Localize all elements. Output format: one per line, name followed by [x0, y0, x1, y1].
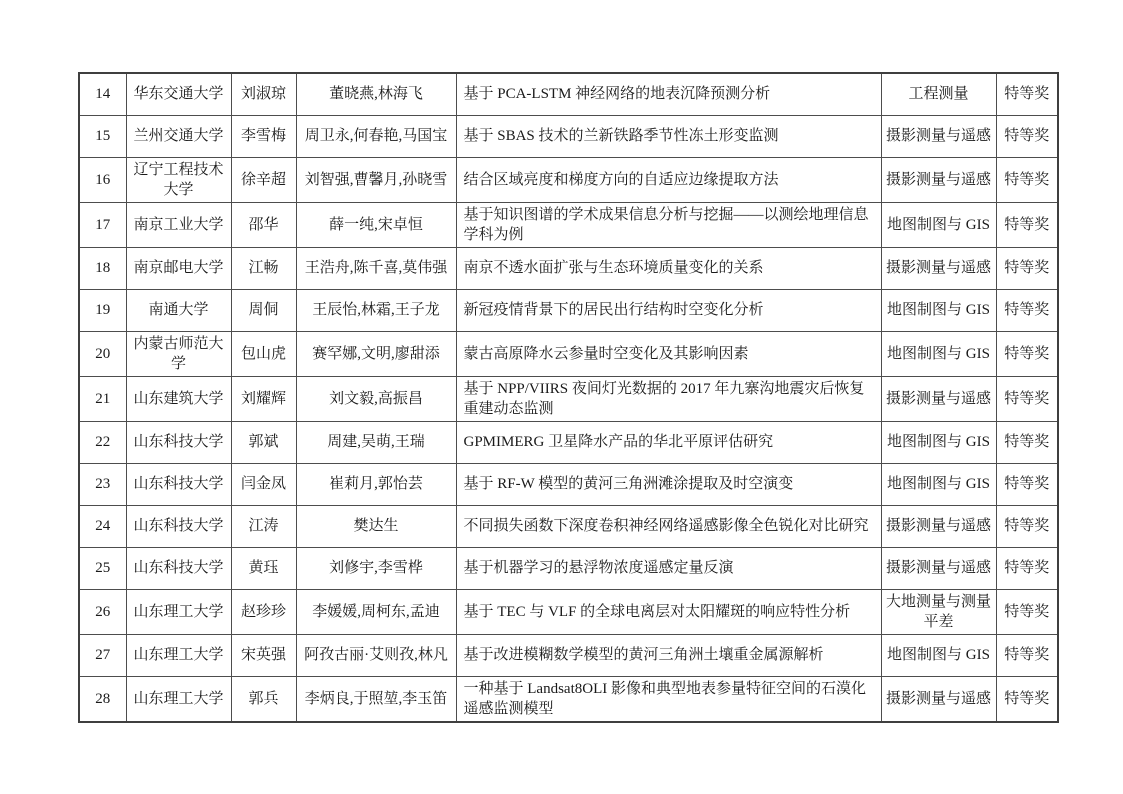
team-members-cell: 阿孜古丽·艾则孜,林凡	[296, 634, 456, 676]
category-cell: 摄影测量与遥感	[881, 247, 996, 289]
table-row	[79, 115, 1058, 157]
category-cell: 摄影测量与遥感	[881, 115, 996, 157]
university-cell: 山东理工大学	[126, 676, 231, 722]
category-cell: 地图制图与 GIS	[881, 634, 996, 676]
leader-name-cell: 徐辛超	[231, 157, 296, 202]
project-title-cell: 结合区域亮度和梯度方向的自适应边缘提取方法	[456, 157, 881, 202]
leader-name-cell: 李雪梅	[231, 115, 296, 157]
leader-name-cell: 黄珏	[231, 547, 296, 589]
university-cell: 山东理工大学	[126, 589, 231, 634]
row-number-cell: 18	[79, 247, 126, 289]
team-members-cell: 樊达生	[296, 505, 456, 547]
project-title-cell: 基于 SBAS 技术的兰新铁路季节性冻土形变监测	[456, 115, 881, 157]
leader-name-cell: 闫金凤	[231, 463, 296, 505]
table-row	[79, 247, 1058, 289]
university-cell: 山东理工大学	[126, 634, 231, 676]
project-title-cell: 基于 RF-W 模型的黄河三角洲滩涂提取及时空演变	[456, 463, 881, 505]
category-cell: 摄影测量与遥感	[881, 547, 996, 589]
award-cell: 特等奖	[996, 289, 1058, 331]
award-cell: 特等奖	[996, 202, 1058, 247]
project-title-cell: 新冠疫情背景下的居民出行结构时空变化分析	[456, 289, 881, 331]
table-row	[79, 331, 1058, 376]
university-cell: 山东科技大学	[126, 463, 231, 505]
table-row	[79, 421, 1058, 463]
team-members-cell: 刘文毅,高振昌	[296, 376, 456, 421]
team-members-cell: 刘修宇,李雪桦	[296, 547, 456, 589]
award-cell: 特等奖	[996, 157, 1058, 202]
award-cell: 特等奖	[996, 463, 1058, 505]
leader-name-cell: 刘耀辉	[231, 376, 296, 421]
team-members-cell: 李媛媛,周柯东,孟迪	[296, 589, 456, 634]
table-row	[79, 73, 1058, 115]
table-row	[79, 505, 1058, 547]
project-title-cell: 基于知识图谱的学术成果信息分析与挖掘——以测绘地理信息学科为例	[456, 202, 881, 247]
category-cell: 地图制图与 GIS	[881, 331, 996, 376]
team-members-cell: 董晓燕,林海飞	[296, 73, 456, 115]
row-number-cell: 15	[79, 115, 126, 157]
award-cell: 特等奖	[996, 247, 1058, 289]
leader-name-cell: 周侗	[231, 289, 296, 331]
row-number-cell: 23	[79, 463, 126, 505]
row-number-cell: 25	[79, 547, 126, 589]
row-number-cell: 19	[79, 289, 126, 331]
project-title-cell: 不同损失函数下深度卷积神经网络遥感影像全色锐化对比研究	[456, 505, 881, 547]
team-members-cell: 周卫永,何春艳,马国宝	[296, 115, 456, 157]
row-number-cell: 26	[79, 589, 126, 634]
leader-name-cell: 宋英强	[231, 634, 296, 676]
project-title-cell: 基于改进模糊数学模型的黄河三角洲土壤重金属源解析	[456, 634, 881, 676]
project-title-cell: GPMIMERG 卫星降水产品的华北平原评估研究	[456, 421, 881, 463]
table-row	[79, 157, 1058, 202]
team-members-cell: 赛罕娜,文明,廖甜添	[296, 331, 456, 376]
table-row	[79, 634, 1058, 676]
project-title-cell: 蒙古高原降水云参量时空变化及其影响因素	[456, 331, 881, 376]
award-cell: 特等奖	[996, 421, 1058, 463]
category-cell: 摄影测量与遥感	[881, 157, 996, 202]
row-number-cell: 17	[79, 202, 126, 247]
leader-name-cell: 赵珍珍	[231, 589, 296, 634]
leader-name-cell: 江畅	[231, 247, 296, 289]
university-cell: 辽宁工程技术大学	[126, 157, 231, 202]
team-members-cell: 王辰怡,林霜,王子龙	[296, 289, 456, 331]
award-cell: 特等奖	[996, 589, 1058, 634]
category-cell: 大地测量与测量平差	[881, 589, 996, 634]
award-cell: 特等奖	[996, 73, 1058, 115]
team-members-cell: 崔莉月,郭怡芸	[296, 463, 456, 505]
category-cell: 摄影测量与遥感	[881, 376, 996, 421]
row-number-cell: 24	[79, 505, 126, 547]
university-cell: 山东科技大学	[126, 421, 231, 463]
university-cell: 山东科技大学	[126, 547, 231, 589]
row-number-cell: 27	[79, 634, 126, 676]
award-cell: 特等奖	[996, 115, 1058, 157]
category-cell: 地图制图与 GIS	[881, 421, 996, 463]
category-cell: 地图制图与 GIS	[881, 463, 996, 505]
table-row	[79, 463, 1058, 505]
team-members-cell: 刘智强,曹馨月,孙晓雪	[296, 157, 456, 202]
leader-name-cell: 包山虎	[231, 331, 296, 376]
table-row	[79, 289, 1058, 331]
table-row	[79, 376, 1058, 421]
university-cell: 华东交通大学	[126, 73, 231, 115]
project-title-cell: 一种基于 Landsat8OLI 影像和典型地表参量特征空间的石漠化遥感监测模型	[456, 676, 881, 722]
team-members-cell: 周建,吴萌,王瑞	[296, 421, 456, 463]
table-row	[79, 676, 1058, 722]
table-row	[79, 547, 1058, 589]
project-title-cell: 基于机器学习的悬浮物浓度遥感定量反演	[456, 547, 881, 589]
leader-name-cell: 郭斌	[231, 421, 296, 463]
award-cell: 特等奖	[996, 331, 1058, 376]
category-cell: 摄影测量与遥感	[881, 505, 996, 547]
row-number-cell: 21	[79, 376, 126, 421]
university-cell: 南通大学	[126, 289, 231, 331]
award-cell: 特等奖	[996, 634, 1058, 676]
category-cell: 地图制图与 GIS	[881, 289, 996, 331]
leader-name-cell: 邵华	[231, 202, 296, 247]
row-number-cell: 20	[79, 331, 126, 376]
university-cell: 南京工业大学	[126, 202, 231, 247]
university-cell: 兰州交通大学	[126, 115, 231, 157]
category-cell: 地图制图与 GIS	[881, 202, 996, 247]
awards-table-body	[79, 73, 1058, 722]
row-number-cell: 28	[79, 676, 126, 722]
team-members-cell: 薛一纯,宋卓恒	[296, 202, 456, 247]
project-title-cell: 基于 PCA-LSTM 神经网络的地表沉降预测分析	[456, 73, 881, 115]
project-title-cell: 南京不透水面扩张与生态环境质量变化的关系	[456, 247, 881, 289]
university-cell: 南京邮电大学	[126, 247, 231, 289]
category-cell: 工程测量	[881, 73, 996, 115]
leader-name-cell: 郭兵	[231, 676, 296, 722]
university-cell: 山东科技大学	[126, 505, 231, 547]
university-cell: 内蒙古师范大学	[126, 331, 231, 376]
category-cell: 摄影测量与遥感	[881, 676, 996, 722]
row-number-cell: 16	[79, 157, 126, 202]
team-members-cell: 李炳良,于照堃,李玉笛	[296, 676, 456, 722]
row-number-cell: 14	[79, 73, 126, 115]
project-title-cell: 基于 NPP/VIIRS 夜间灯光数据的 2017 年九寨沟地震灾后恢复重建动态监测	[456, 376, 881, 421]
award-cell: 特等奖	[996, 376, 1058, 421]
project-title-cell: 基于 TEC 与 VLF 的全球电离层对太阳耀斑的响应特性分析	[456, 589, 881, 634]
table-row	[79, 589, 1058, 634]
table-row	[79, 202, 1058, 247]
award-cell: 特等奖	[996, 676, 1058, 722]
row-number-cell: 22	[79, 421, 126, 463]
leader-name-cell: 刘淑琼	[231, 73, 296, 115]
team-members-cell: 王浩舟,陈千喜,莫伟强	[296, 247, 456, 289]
award-cell: 特等奖	[996, 505, 1058, 547]
award-cell: 特等奖	[996, 547, 1058, 589]
leader-name-cell: 江涛	[231, 505, 296, 547]
awards-table	[78, 72, 1059, 723]
university-cell: 山东建筑大学	[126, 376, 231, 421]
